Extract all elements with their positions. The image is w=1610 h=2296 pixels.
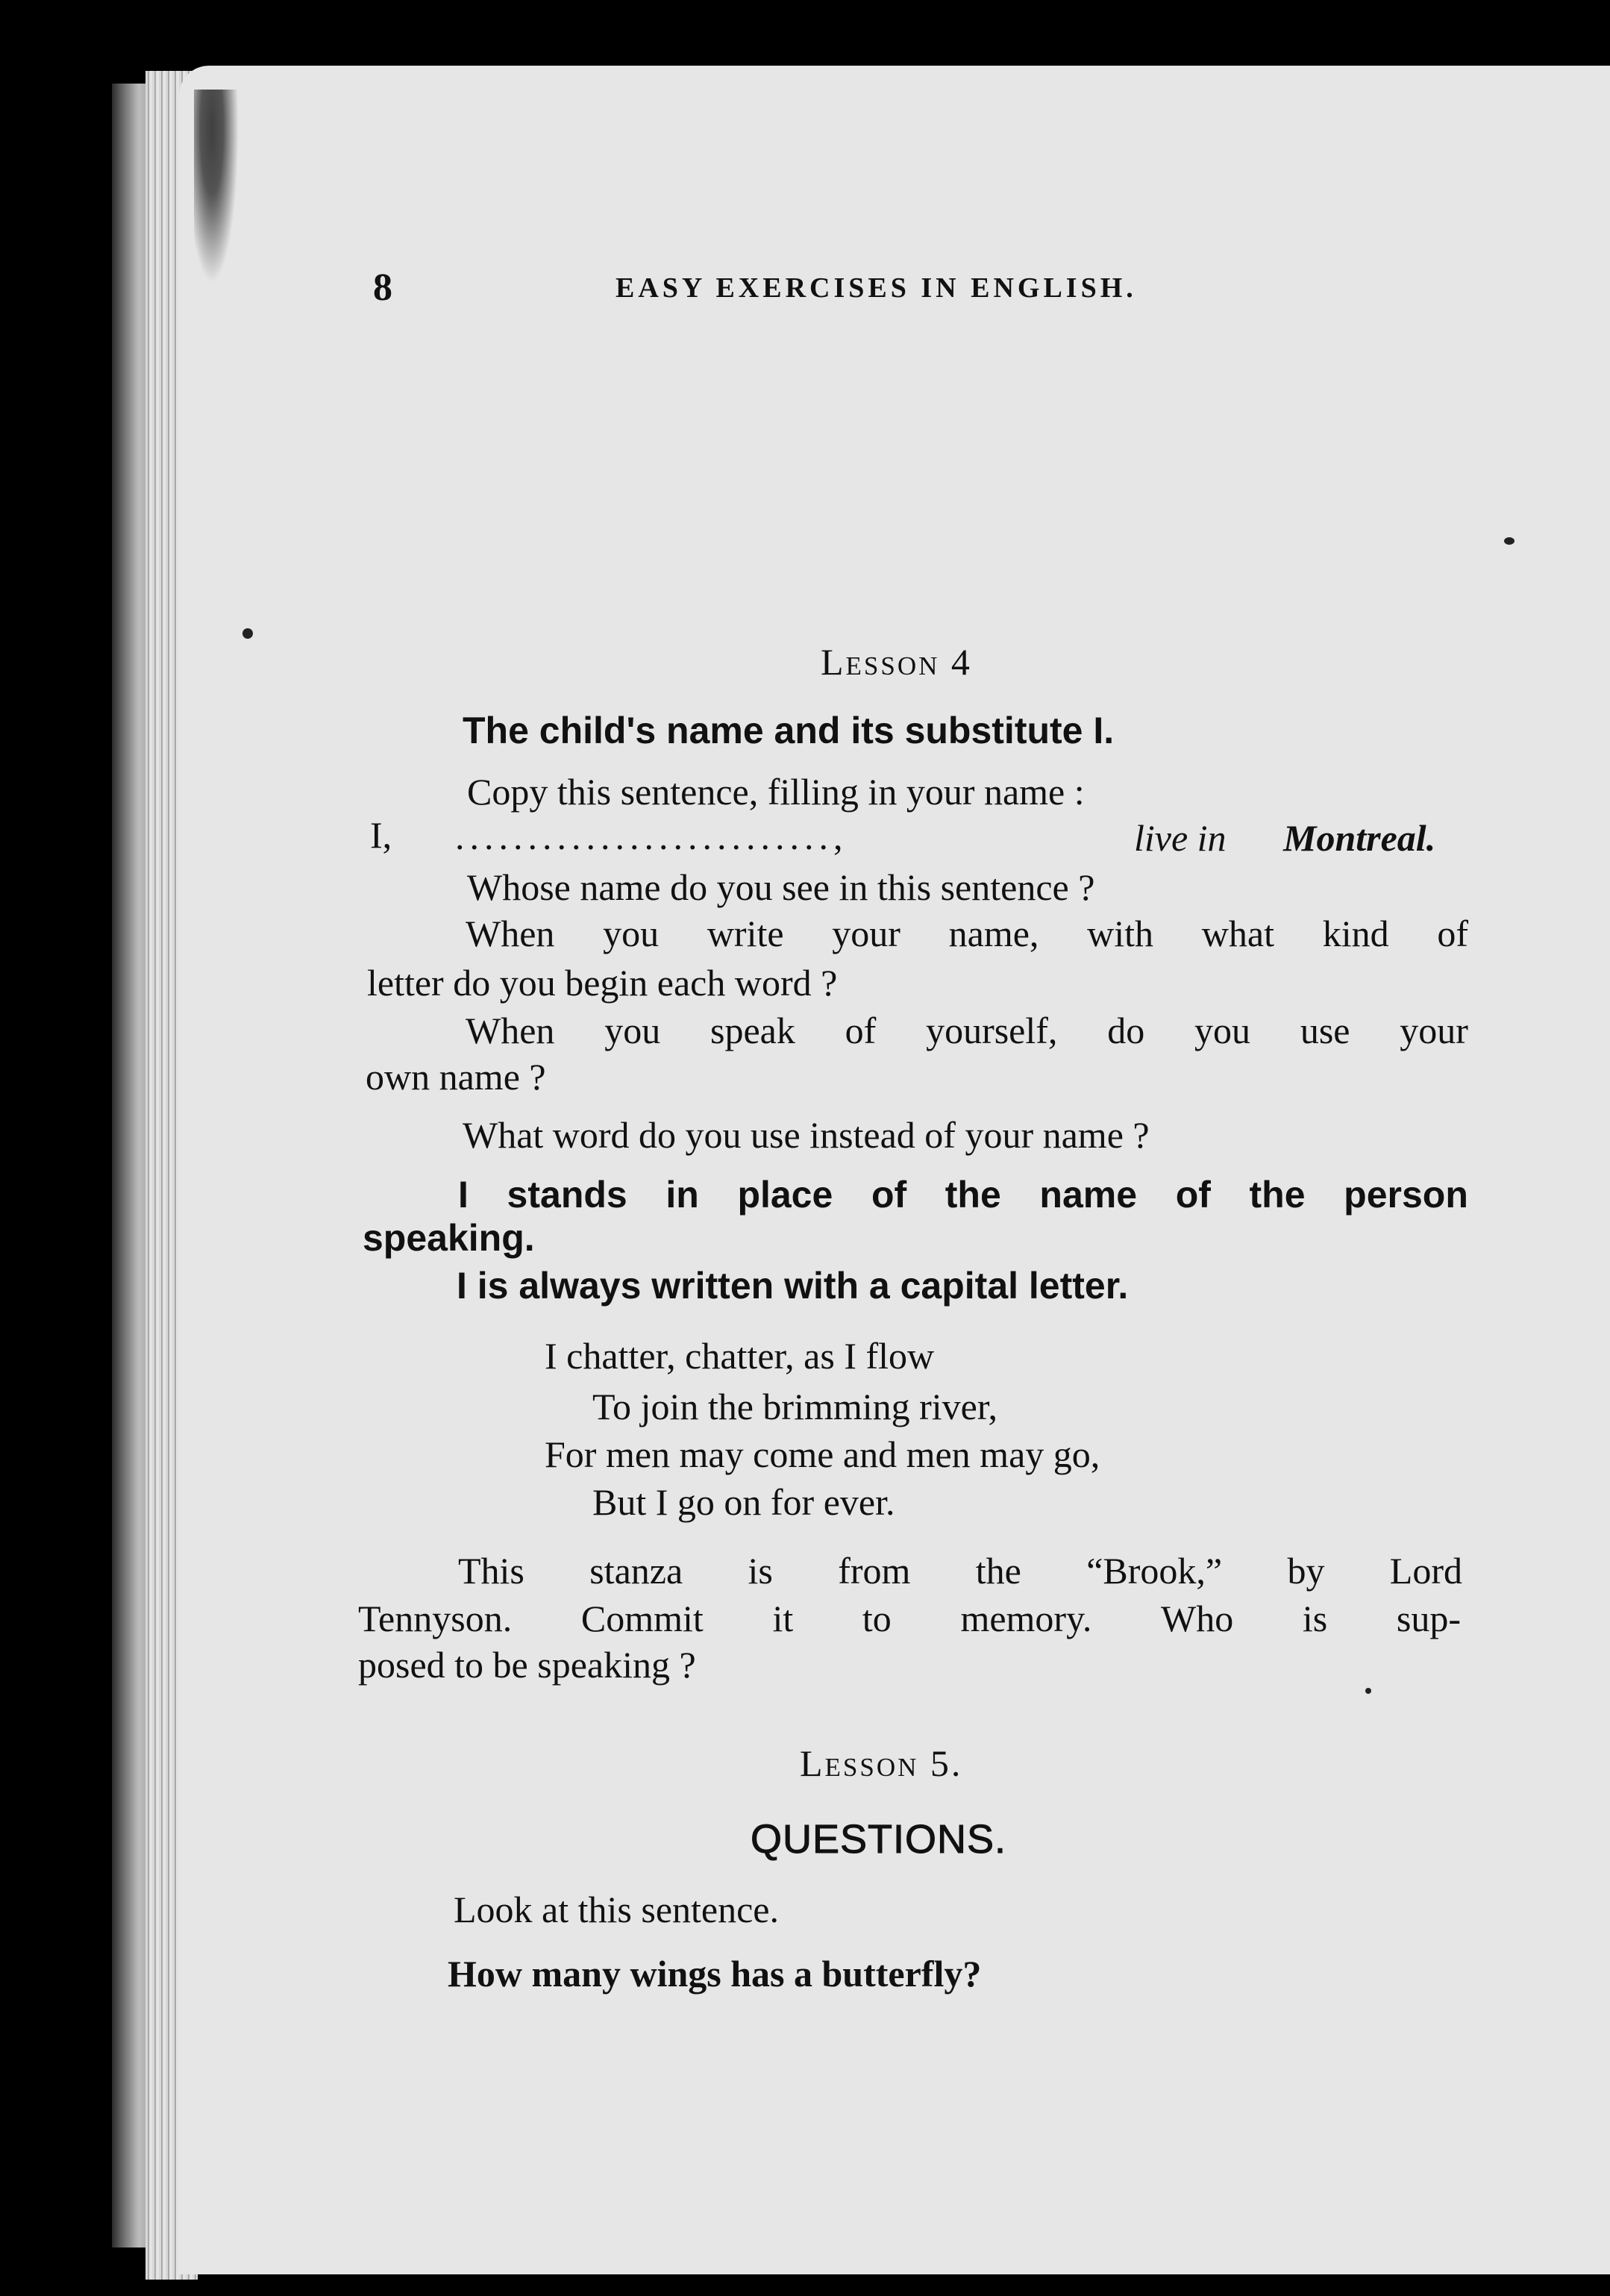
lesson-5-title: QUESTIONS. [751, 1817, 1007, 1862]
word: your [832, 913, 900, 954]
word: with [1087, 913, 1154, 954]
note-line-2 [358, 1597, 1461, 1640]
lesson-5-line-1: Look at this sentence. [454, 1889, 779, 1930]
word: of [845, 1010, 877, 1051]
question-3-line-1 [466, 1009, 1468, 1052]
poem-line-4: But I go on for ever. [592, 1481, 895, 1523]
word: write [707, 913, 784, 954]
word: by [1287, 1550, 1325, 1592]
word: Lord [1389, 1550, 1462, 1592]
word: This [458, 1550, 524, 1592]
word: in [665, 1174, 699, 1216]
word: you [604, 1010, 661, 1051]
word: you [603, 913, 660, 954]
word: person [1344, 1174, 1468, 1216]
word: When [466, 913, 555, 954]
word: is [1302, 1598, 1328, 1639]
word: speak [710, 1010, 795, 1051]
word: is [748, 1550, 773, 1592]
speck [1504, 537, 1515, 545]
rule-2: I is always written with a capital letter. [457, 1265, 1129, 1307]
page-header [373, 266, 1477, 310]
word: of [1175, 1174, 1211, 1216]
rule-1-line-1 [458, 1173, 1468, 1216]
question-2-line-1 [466, 912, 1468, 955]
question-1: Whose name do you see in this sentence ? [467, 866, 1095, 908]
word: from [838, 1550, 911, 1592]
speck [242, 628, 253, 639]
word: Tennyson. [358, 1598, 513, 1639]
question-3-line-2: own name ? [366, 1056, 546, 1098]
lesson-5-line-2: How many wings has a butterfly? [448, 1953, 982, 1995]
word: what [1201, 913, 1274, 954]
word: do [1107, 1010, 1145, 1051]
word: of [1437, 913, 1468, 954]
word: Commit [580, 1598, 704, 1639]
rule-1-line-2: speaking. [363, 1217, 535, 1259]
question-2-line-2: letter do you begin each word ? [367, 962, 838, 1004]
word: the [1249, 1174, 1306, 1216]
poem-line-3: For men may come and men may go, [545, 1433, 1100, 1475]
page [179, 66, 1610, 2274]
word: you [1194, 1010, 1251, 1051]
word: When [466, 1010, 555, 1051]
word: kind [1322, 913, 1389, 954]
poem-line-1: I chatter, chatter, as I flow [545, 1335, 935, 1377]
word: of [871, 1174, 907, 1216]
word: use [1300, 1010, 1350, 1051]
page-number: 8 [373, 266, 392, 309]
word: I [458, 1174, 469, 1216]
word: memory. [960, 1598, 1092, 1639]
sentence-live: live in [1134, 817, 1227, 859]
word: place [737, 1174, 833, 1216]
lesson-5-heading: Lesson 5. [800, 1742, 963, 1784]
word: name [1039, 1174, 1138, 1216]
word: Who [1161, 1598, 1234, 1639]
running-head: EASY EXERCISES IN ENGLISH. [616, 272, 1137, 304]
word: “Brook,” [1086, 1550, 1223, 1592]
word: yourself, [926, 1010, 1058, 1051]
sentence-start: I, [370, 814, 392, 856]
word: stanza [589, 1550, 683, 1592]
word: sup- [1396, 1598, 1461, 1639]
word: your [1400, 1010, 1468, 1051]
sentence-blank: .........................., [455, 816, 848, 857]
word: stands [507, 1174, 627, 1216]
sentence-place: Montreal. [1283, 817, 1436, 859]
word: it [772, 1598, 794, 1639]
speck [1365, 1688, 1371, 1694]
word: to [862, 1598, 892, 1639]
ink-stain [194, 90, 239, 284]
word: the [945, 1174, 1001, 1216]
question-4: What word do you use instead of your name ? [463, 1114, 1150, 1156]
word: name, [948, 913, 1039, 954]
word: the [975, 1550, 1021, 1592]
lesson-4-title: The child's name and its substitute I. [463, 710, 1115, 751]
note-line-3: posed to be speaking ? [358, 1644, 696, 1686]
instruction: Copy this sentence, filling in your name : [467, 771, 1085, 813]
poem-line-2: To join the brimming river, [592, 1386, 998, 1427]
note-line-1 [458, 1549, 1462, 1592]
lesson-4-heading: Lesson 4 [821, 641, 972, 683]
